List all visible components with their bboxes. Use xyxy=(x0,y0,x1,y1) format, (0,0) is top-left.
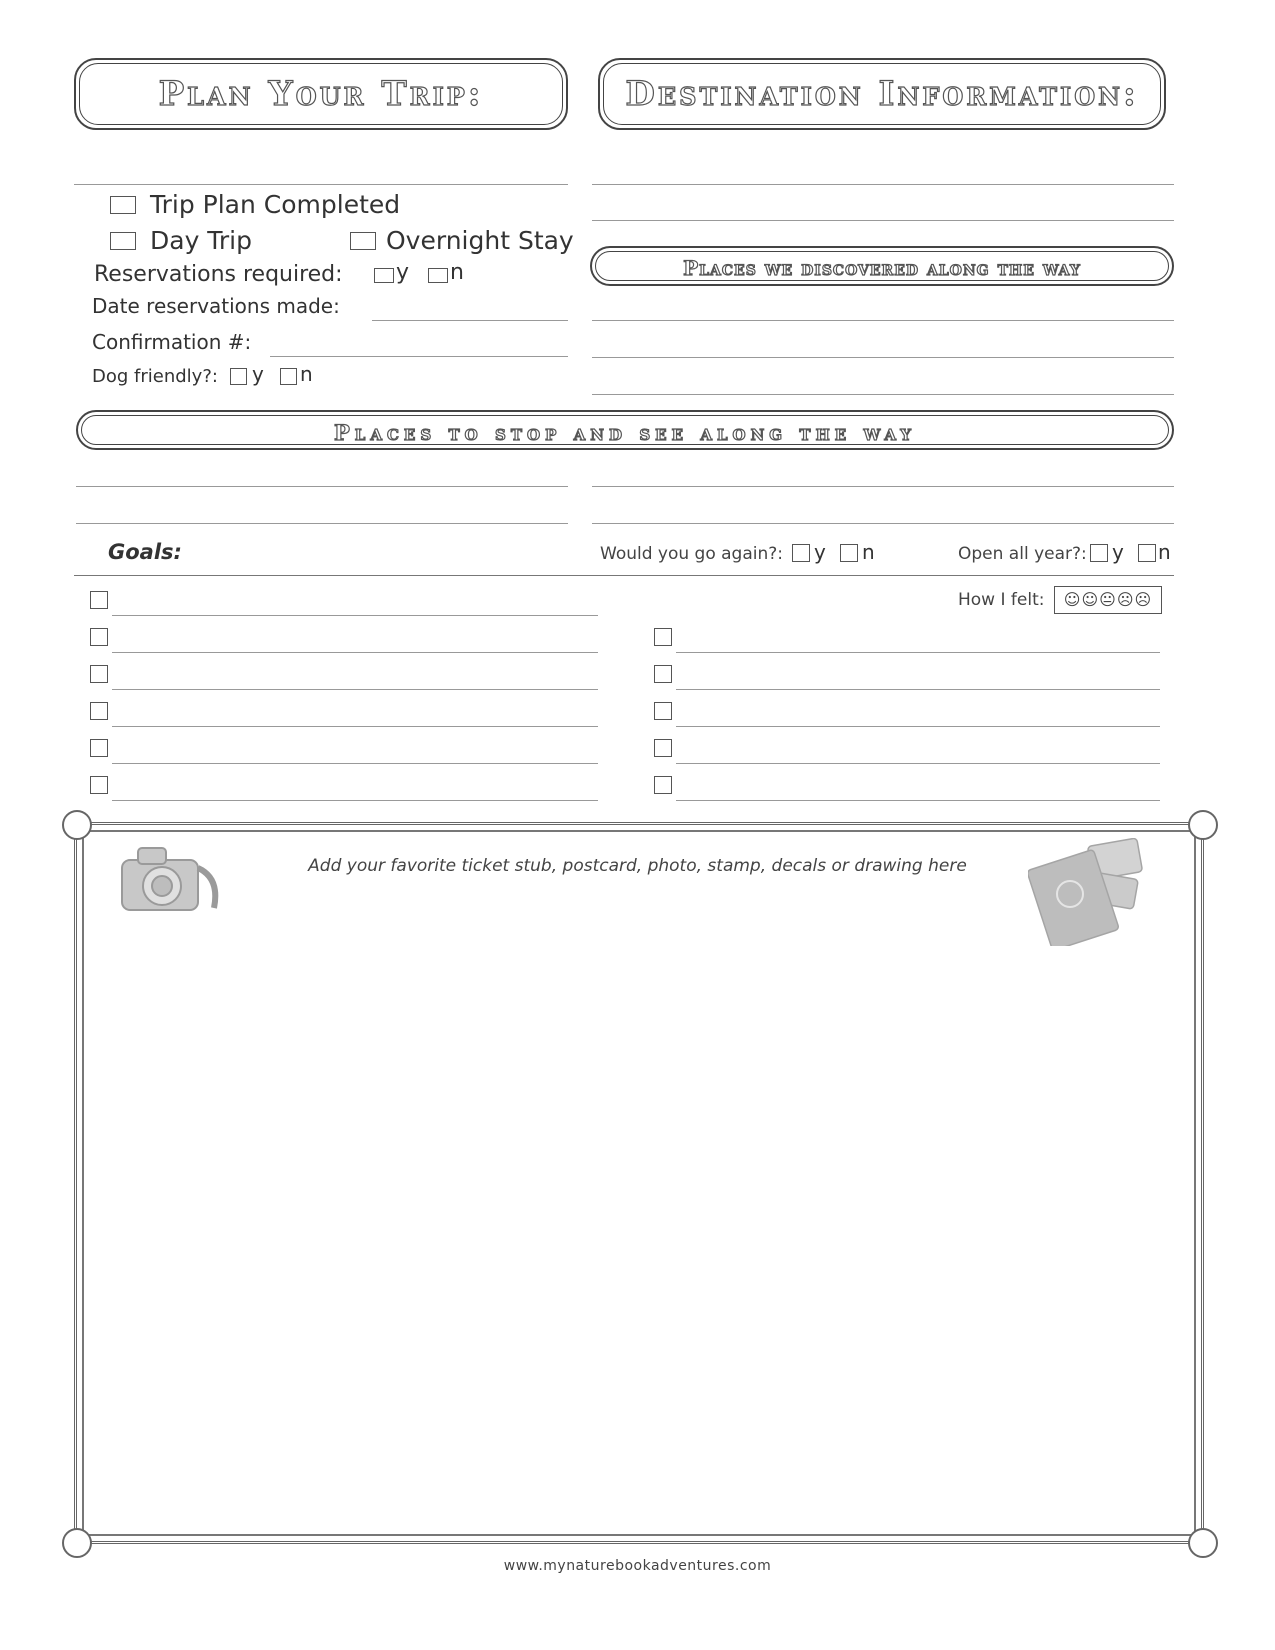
discovered-title: Places we discovered along the way xyxy=(683,256,1081,280)
goal-line[interactable] xyxy=(676,689,1160,690)
dog-friendly-no-label: n xyxy=(300,362,313,386)
goal-line[interactable] xyxy=(676,652,1160,653)
frame-corner xyxy=(1188,810,1218,840)
goals-heading: Goals: xyxy=(108,540,182,564)
reservations-yes-label: y xyxy=(396,260,410,285)
open-all-year-label: Open all year?: xyxy=(958,544,1087,564)
goal-line[interactable] xyxy=(112,689,598,690)
dog-friendly-yes-checkbox[interactable] xyxy=(230,368,247,385)
reservations-no-label: n xyxy=(450,260,464,285)
goal-checkbox[interactable] xyxy=(654,665,672,683)
goals-divider xyxy=(74,575,1174,576)
open-all-year-yes-checkbox[interactable] xyxy=(1090,544,1108,562)
goal-checkbox[interactable] xyxy=(654,776,672,794)
stops-line[interactable] xyxy=(592,523,1174,524)
plan-top-line xyxy=(74,184,568,185)
trip-plan-completed-label: Trip Plan Completed xyxy=(150,190,401,219)
goal-checkbox[interactable] xyxy=(654,702,672,720)
stops-title: Places to stop and see along the way xyxy=(333,420,916,445)
goal-checkbox[interactable] xyxy=(90,665,108,683)
discovered-line[interactable] xyxy=(592,394,1174,395)
goal-checkbox[interactable] xyxy=(654,628,672,646)
mood-faces-icon: ☺☺😐☹☹ xyxy=(1063,590,1153,609)
reservations-yes-checkbox[interactable] xyxy=(374,268,394,283)
frame-corner xyxy=(1188,1528,1218,1558)
destination-line[interactable] xyxy=(592,220,1174,221)
would-go-again-no-label: n xyxy=(862,540,875,564)
frame-corner xyxy=(62,810,92,840)
plan-trip-title: Plan Your Trip: xyxy=(158,74,484,114)
stops-line[interactable] xyxy=(76,486,568,487)
reservations-required-label: Reservations required: xyxy=(94,262,343,287)
discovered-line[interactable] xyxy=(592,320,1174,321)
open-all-year-no-checkbox[interactable] xyxy=(1138,544,1156,562)
day-trip-checkbox[interactable] xyxy=(110,232,136,250)
confirmation-label: Confirmation #: xyxy=(92,330,252,354)
reservations-no-checkbox[interactable] xyxy=(428,268,448,283)
goal-checkbox[interactable] xyxy=(90,739,108,757)
would-go-again-label: Would you go again?: xyxy=(600,544,784,564)
confirmation-field[interactable] xyxy=(270,356,568,357)
trip-plan-completed-checkbox[interactable] xyxy=(110,196,136,214)
goal-checkbox[interactable] xyxy=(90,628,108,646)
plan-trip-header xyxy=(74,58,568,130)
goal-line[interactable] xyxy=(112,800,598,801)
goal-line[interactable] xyxy=(112,652,598,653)
scrapbook-caption: Add your favorite ticket stub, postcard, photo, stamp, decals or drawing here xyxy=(308,856,967,876)
goal-checkbox[interactable] xyxy=(90,591,108,609)
overnight-stay-label: Overnight Stay xyxy=(386,226,574,255)
how-i-felt-label: How I felt: xyxy=(958,590,1045,610)
discovered-line[interactable] xyxy=(592,357,1174,358)
goal-line[interactable] xyxy=(112,615,598,616)
stops-line[interactable] xyxy=(76,523,568,524)
date-reservations-label: Date reservations made: xyxy=(92,294,340,318)
mood-box[interactable] xyxy=(1054,586,1162,614)
date-reservations-field[interactable] xyxy=(372,320,568,321)
passport-icon xyxy=(1028,838,1146,946)
goal-line[interactable] xyxy=(676,726,1160,727)
dog-friendly-label: Dog friendly?: xyxy=(92,366,218,387)
camera-icon xyxy=(118,838,224,924)
day-trip-label: Day Trip xyxy=(150,226,253,255)
goal-checkbox[interactable] xyxy=(90,776,108,794)
dog-friendly-no-checkbox[interactable] xyxy=(280,368,297,385)
goal-checkbox[interactable] xyxy=(654,739,672,757)
frame-corner xyxy=(62,1528,92,1558)
would-go-again-yes-label: y xyxy=(814,540,826,564)
would-go-again-no-checkbox[interactable] xyxy=(840,544,858,562)
discovered-header xyxy=(590,246,1174,286)
dog-friendly-yes-label: y xyxy=(252,362,264,386)
destination-title: Destination Information: xyxy=(625,74,1139,114)
open-all-year-yes-label: y xyxy=(1112,540,1124,564)
destination-header xyxy=(598,58,1166,130)
open-all-year-no-label: n xyxy=(1158,540,1171,564)
goal-line[interactable] xyxy=(112,763,598,764)
stops-line[interactable] xyxy=(592,486,1174,487)
goal-checkbox[interactable] xyxy=(90,702,108,720)
overnight-stay-checkbox[interactable] xyxy=(350,232,376,250)
stops-header xyxy=(76,410,1174,450)
destination-line[interactable] xyxy=(592,184,1174,185)
footer-url[interactable]: www.mynaturebookadventures.com xyxy=(503,1558,772,1574)
goal-line[interactable] xyxy=(676,800,1160,801)
goal-line[interactable] xyxy=(676,763,1160,764)
goal-line[interactable] xyxy=(112,726,598,727)
would-go-again-yes-checkbox[interactable] xyxy=(792,544,810,562)
